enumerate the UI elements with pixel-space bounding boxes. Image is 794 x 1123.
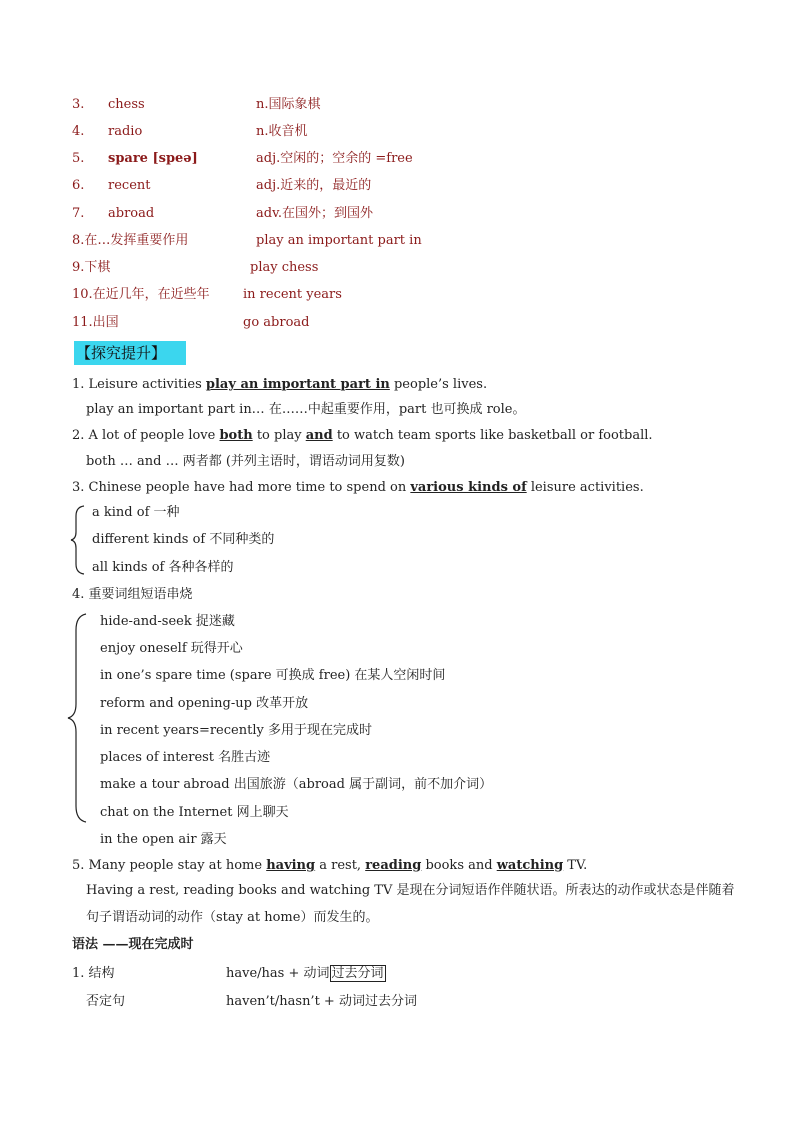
grammar-formula-text: have/has + 动词 (226, 966, 330, 981)
item3-text-post: leisure activities. (526, 480, 644, 495)
vocab-word-abroad: abroad (108, 206, 155, 221)
item1-sentence (72, 376, 487, 394)
item3-brace (70, 504, 86, 576)
phrase-cn-11: 11.出国 (72, 315, 119, 330)
item5-text-post: TV. (563, 858, 588, 873)
vocab-word-radio: radio (108, 124, 143, 139)
item4-brace (66, 612, 88, 824)
item5-text-mid1: a rest, (315, 858, 366, 873)
item4-sub-reform: reform and opening-up 改革开放 (100, 696, 309, 711)
item4-sub-enjoy-oneself: enjoy oneself 玩得开心 (100, 641, 243, 656)
item4-sub-hide-and-seek: hide-and-seek 捉迷藏 (100, 614, 235, 629)
phrase-cn-9: 9.下棋 (72, 260, 111, 275)
grammar-structure-label: 1. 结构 (72, 966, 115, 981)
item3-sub-all-kinds-of: all kinds of 各种各样的 (92, 560, 234, 575)
item1-text-post: people’s lives. (389, 377, 488, 392)
vocab-word-spare: spare [speə] (108, 151, 198, 166)
item5-note-line1: Having a rest, reading books and watching TV 是现在分词短语作伴随状语。所表达的动作或状态是伴随着 (86, 883, 735, 898)
vocab-meaning-chess: n.国际象棋 (256, 97, 321, 112)
item3-text-pre: 3. Chinese people have had more time to spend on (72, 480, 411, 495)
item4-sub-places-of-interest: places of interest 名胜古迹 (100, 750, 271, 765)
vocab-num-7: 7. (72, 206, 85, 221)
item4-sub-open-air: in the open air 露天 (100, 832, 227, 847)
item3-sentence (72, 479, 644, 497)
vocab-num-3: 3. (72, 97, 85, 112)
phrase-cn-10: 10.在近几年，在近些年 (72, 287, 210, 302)
vocab-meaning-spare: adj.空闲的；空余的 =free (256, 151, 413, 166)
vocab-meaning-radio: n.收音机 (256, 124, 308, 139)
grammar-formula-boxed: 过去分词 (331, 966, 384, 981)
phrase-en-11: go abroad (243, 315, 310, 330)
item2-text-pre: 2. A lot of people love (72, 428, 220, 443)
vocab-num-5: 5. (72, 151, 85, 166)
item2-keyword-both: both (219, 428, 253, 443)
item2-note: both … and … 两者都 (并列主语时，谓语动词用复数) (86, 454, 405, 469)
item5-note-line2: 句子谓语动词的动作（stay at home）而发生的。 (86, 910, 379, 925)
vocab-num-4: 4. (72, 124, 85, 139)
phrase-en-8: play an important part in (256, 233, 422, 248)
item4-sub-recent-years: in recent years=recently 多用于现在完成时 (100, 723, 372, 738)
item5-text-mid2: books and (421, 858, 497, 873)
grammar-negative-formula: haven’t/hasn’t + 动词过去分词 (226, 994, 417, 1009)
item1-keyword: play an important part in (205, 377, 390, 392)
item4-sub-chat-internet: chat on the Internet 网上聊天 (100, 805, 289, 820)
item1-text-pre: 1. Leisure activities (72, 377, 206, 392)
phrase-cn-8: 8.在…发挥重要作用 (72, 233, 189, 248)
grammar-negative-label: 否定句 (86, 994, 126, 1009)
item3-keyword: various kinds of (410, 480, 527, 495)
item4-title: 4. 重要词组短语串烧 (72, 587, 193, 602)
item5-keyword-reading: reading (365, 858, 422, 873)
grammar-title: 语法 ——现在完成时 (72, 937, 194, 952)
item5-keyword-watching: watching (496, 858, 564, 873)
grammar-structure-formula (226, 965, 386, 983)
item5-text-pre: 5. Many people stay at home (72, 858, 267, 873)
section-heading: 【探究提升】 (74, 341, 186, 365)
phrase-en-10: in recent years (243, 287, 342, 302)
item3-sub-a-kind-of: a kind of 一种 (92, 505, 180, 520)
item5-keyword-having: having (266, 858, 316, 873)
vocab-word-chess: chess (108, 97, 145, 112)
vocab-meaning-abroad: adv.在国外；到国外 (256, 206, 374, 221)
vocab-word-recent: recent (108, 178, 151, 193)
item3-sub-different-kinds-of: different kinds of 不同种类的 (92, 532, 275, 547)
item4-sub-spare-time: in one’s spare time (spare 可换成 free) 在某人空闲时间 (100, 668, 446, 683)
item2-sentence (72, 427, 653, 445)
item4-sub-tour-abroad: make a tour abroad 出国旅游（abroad 属于副词，前不加介词） (100, 777, 493, 792)
phrase-en-9: play chess (250, 260, 319, 275)
item1-note: play an important part in… 在……中起重要作用，part 也可换成 role。 (86, 402, 526, 417)
item2-text-post: to watch team sports like basketball or football. (332, 428, 653, 443)
vocab-num-6: 6. (72, 178, 85, 193)
item5-sentence (72, 857, 587, 875)
item2-text-mid: to play (252, 428, 306, 443)
vocab-meaning-recent: adj.近来的，最近的 (256, 178, 372, 193)
item2-keyword-and: and (305, 428, 333, 443)
